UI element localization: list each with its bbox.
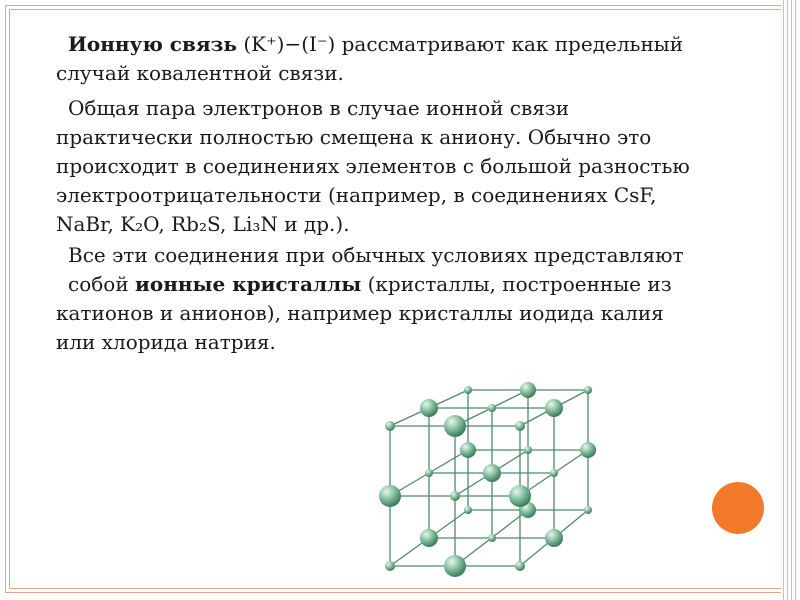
paragraph-ionic-bond: Ионную связь (K⁺)−(I⁻) рассматривают как предельный случай ковалентной связи. (56, 32, 684, 85)
term-ionic-crystals: ионные кристаллы (135, 272, 362, 296)
slide-text (56, 30, 736, 357)
accent-dot (712, 482, 764, 534)
right-stripe (781, 0, 800, 600)
paragraph-electron-pair: Общая пара электронов в случае ионной связи практически полностью смещена к аниону. Обычно это происходит в соединениях элементов с большой разностью электроотрицательности (например, в соединениях CsF, NaBr, K₂O, Rb₂S, Li₃N и др.). (56, 96, 690, 236)
term-ionic-bond: Ионную связь (68, 32, 237, 56)
paragraph-ionic-crystals: Все эти соединения при обычных условиях представляют собой ионные кристаллы (кристаллы, построенные из катионов и анионов), например кристаллы иодида калия или хлорида натрия. (56, 243, 684, 354)
crystal-lattice-illustration (372, 370, 610, 590)
lattice-atoms (379, 382, 596, 577)
